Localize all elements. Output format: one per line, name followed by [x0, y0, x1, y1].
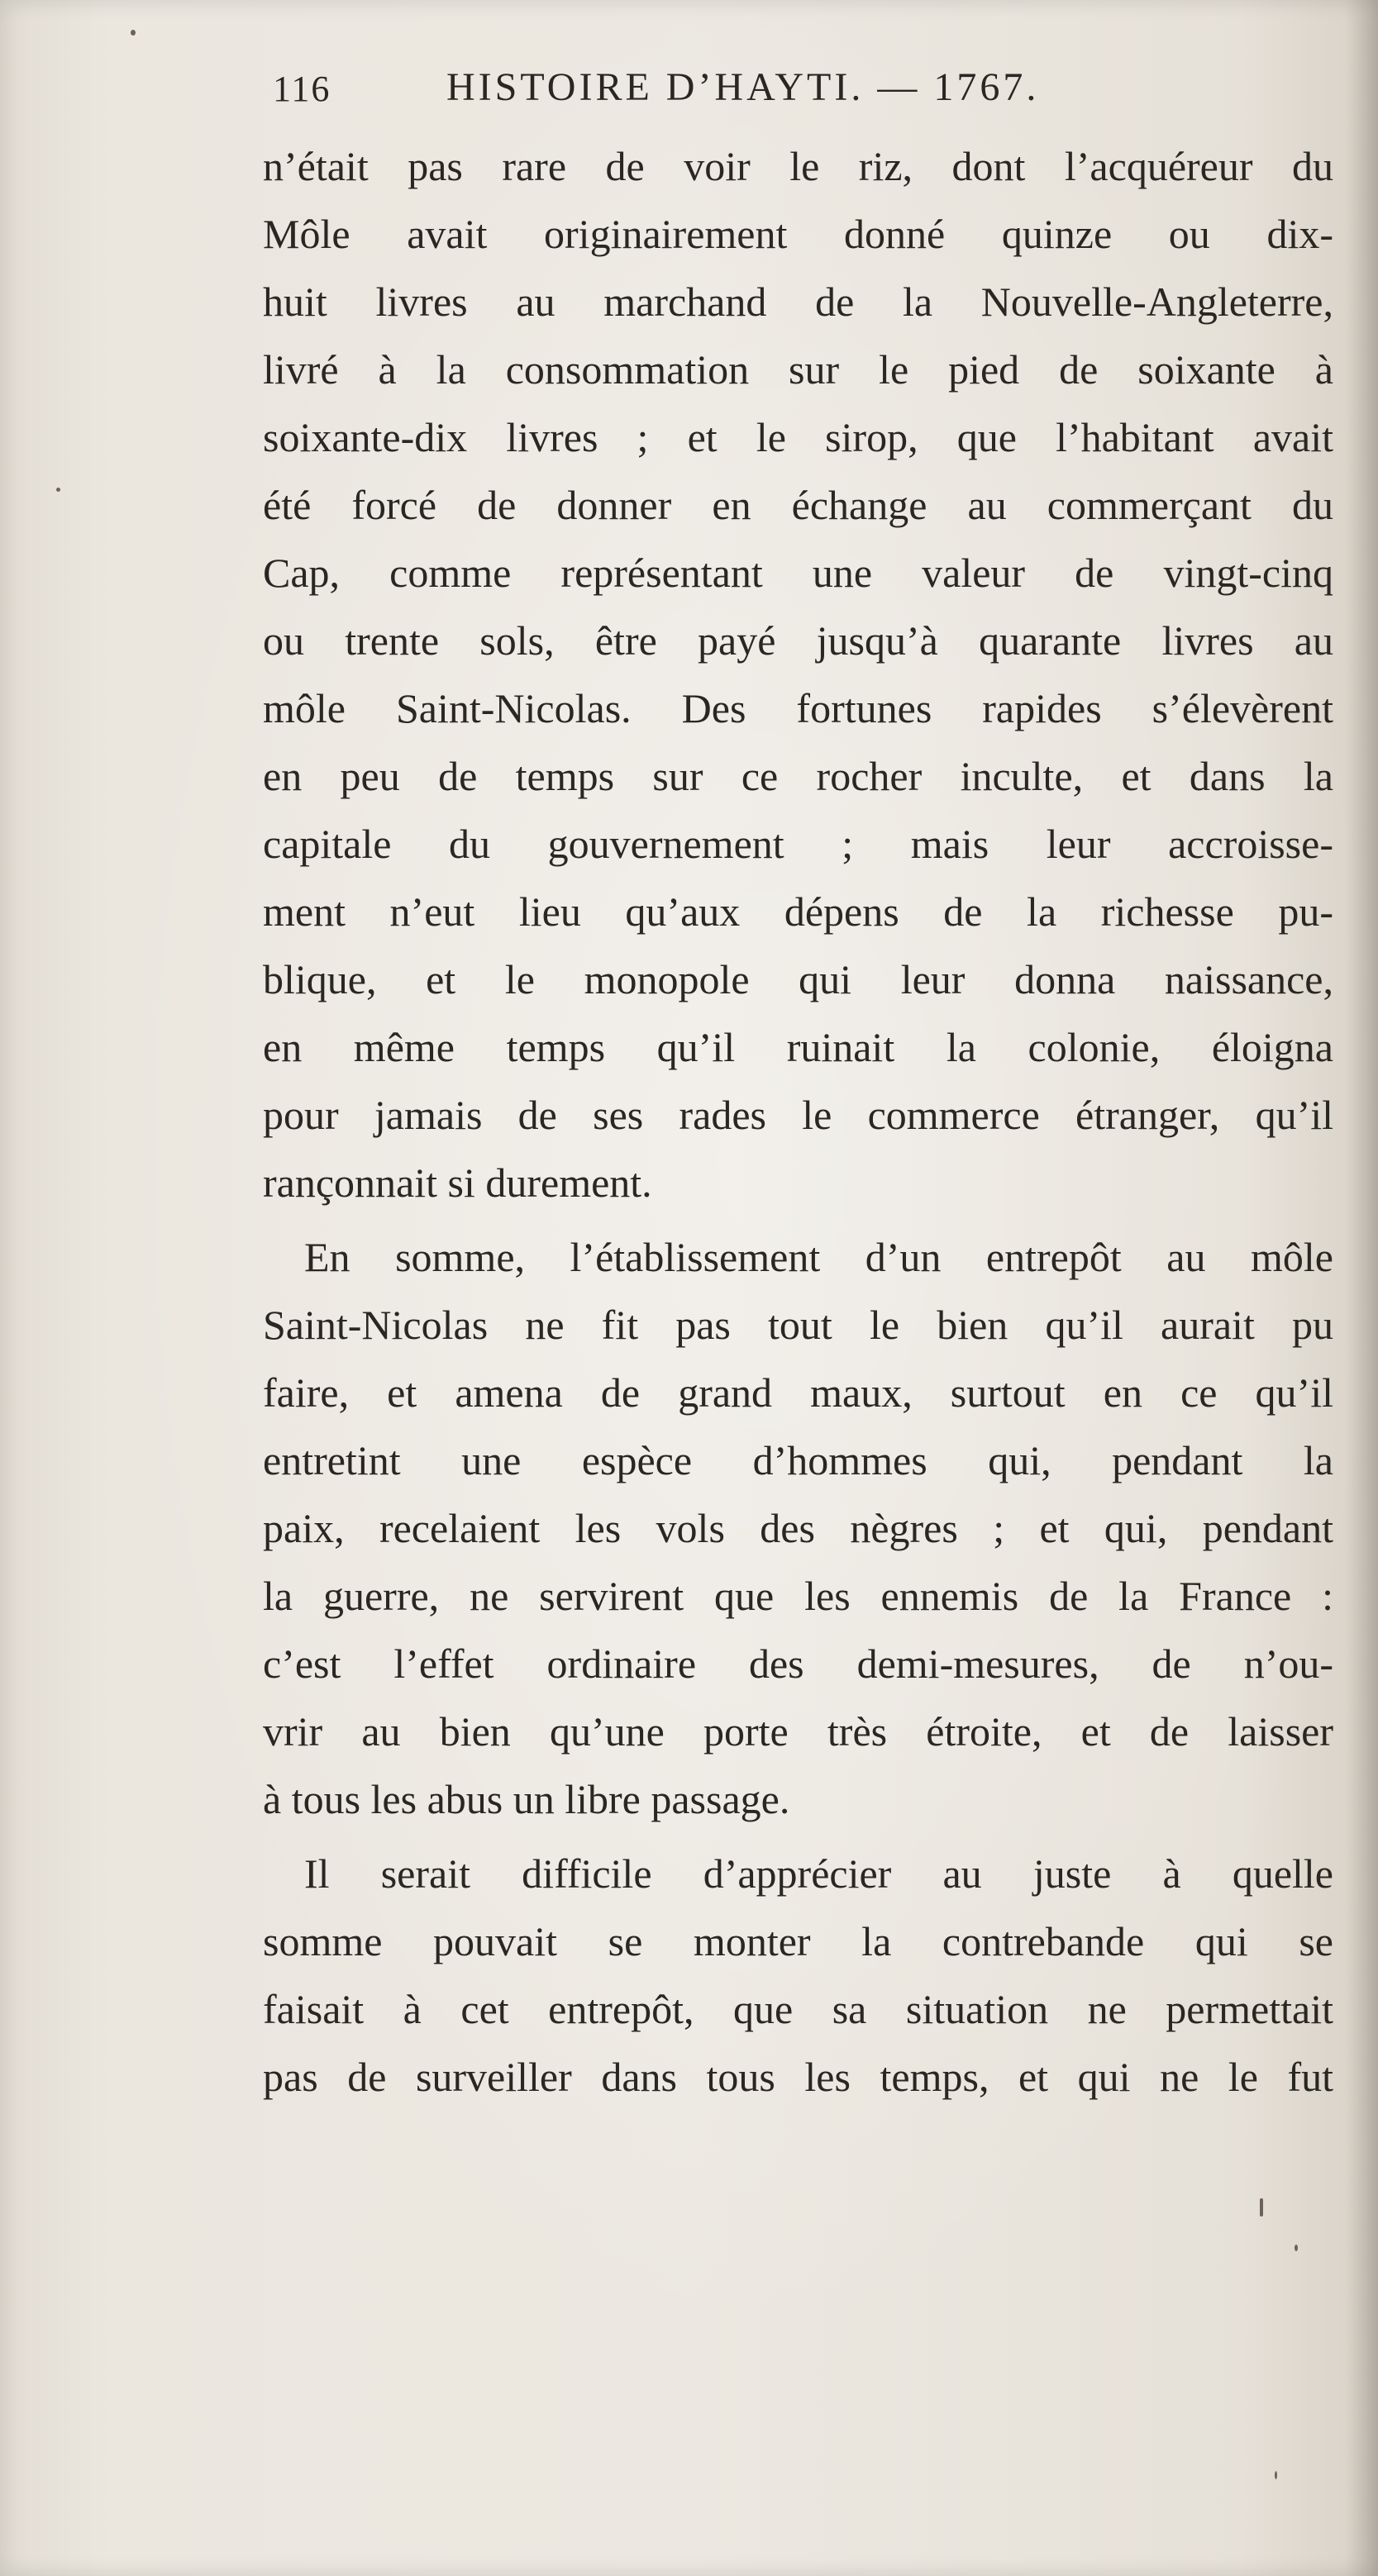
ink-speck — [56, 488, 60, 492]
text-line: pas de surveiller dans tous les temps, et qui ne le fut — [263, 2054, 1333, 2100]
text-line: somme pouvait se monter la contrebande qui se — [263, 1918, 1333, 1964]
text-line: capitale du gouvernement ; mais leur accroisse- — [263, 821, 1333, 867]
text-line: môle Saint-Nicolas. Des fortunes rapides s’élevèrent — [263, 685, 1333, 731]
ink-speck — [1275, 2471, 1277, 2479]
text-line: été forcé de donner en échange au commerçant du — [263, 482, 1333, 528]
text-line: ou trente sols, être payé jusqu’à quarante livres au — [263, 617, 1333, 664]
text-line: vrir au bien qu’une porte très étroite, et de laisser — [263, 1708, 1333, 1755]
text-line: livré à la consommation sur le pied de soixante à — [263, 346, 1333, 393]
text-line: Saint-Nicolas ne fit pas tout le bien qu’il aurait pu — [263, 1302, 1333, 1348]
text-line: rançonnait si durement. — [263, 1159, 652, 1206]
text-line: Il serait difficile d’apprécier au juste à quelle — [304, 1850, 1333, 1897]
ink-speck — [1295, 2245, 1298, 2251]
text-line: soixante-dix livres ; et le sirop, que l’habitant avait — [263, 414, 1333, 460]
ink-speck — [131, 30, 136, 36]
text-line: en même temps qu’il ruinait la colonie, éloigna — [263, 1024, 1333, 1070]
text-line: En somme, l’établissement d’un entrepôt au môle — [304, 1234, 1333, 1280]
text-line: Cap, comme représentant une valeur de vingt-cinq — [263, 550, 1333, 596]
text-line: faire, et amena de grand maux, surtout en ce qu’il — [263, 1369, 1333, 1416]
text-line: à tous les abus un libre passage. — [263, 1776, 790, 1822]
paragraph-gap — [263, 1833, 1333, 1840]
text-line: entretint une espèce d’hommes qui, pendant la — [263, 1437, 1333, 1483]
paragraph-2 — [263, 1223, 1333, 1833]
paragraph-1 — [263, 132, 1333, 1217]
paragraph-gap — [263, 1217, 1333, 1223]
text-line: la guerre, ne servirent que les ennemis de la France : — [263, 1573, 1333, 1619]
page-edge-shadow — [1345, 0, 1378, 2576]
paragraph-3 — [263, 1840, 1333, 2111]
text-line: blique, et le monopole qui leur donna naissance, — [263, 956, 1333, 1002]
text-line: pour jamais de ses rades le commerce étranger, qu’il — [263, 1092, 1333, 1138]
text-line: paix, recelaient les vols des nègres ; et qui, pendant — [263, 1505, 1333, 1551]
text-line: en peu de temps sur ce rocher inculte, et dans la — [263, 753, 1333, 799]
text-line: c’est l’effet ordinaire des demi-mesures, de n’ou- — [263, 1640, 1333, 1687]
page-number: 116 — [273, 69, 331, 109]
text-line: huit livres au marchand de la Nouvelle-Angleterre, — [263, 279, 1333, 325]
text-line: n’était pas rare de voir le riz, dont l’acquéreur du — [263, 143, 1333, 189]
text-line: Môle avait originairement donné quinze ou dix- — [263, 211, 1333, 257]
running-head: HISTOIRE D’HAYTI. — 1767. — [446, 65, 1040, 109]
body-text — [263, 132, 1333, 2111]
text-line: ment n’eut lieu qu’aux dépens de la richesse pu- — [263, 888, 1333, 935]
text-line: faisait à cet entrepôt, que sa situation ne permettait — [263, 1986, 1333, 2032]
ink-speck — [1260, 2198, 1263, 2217]
